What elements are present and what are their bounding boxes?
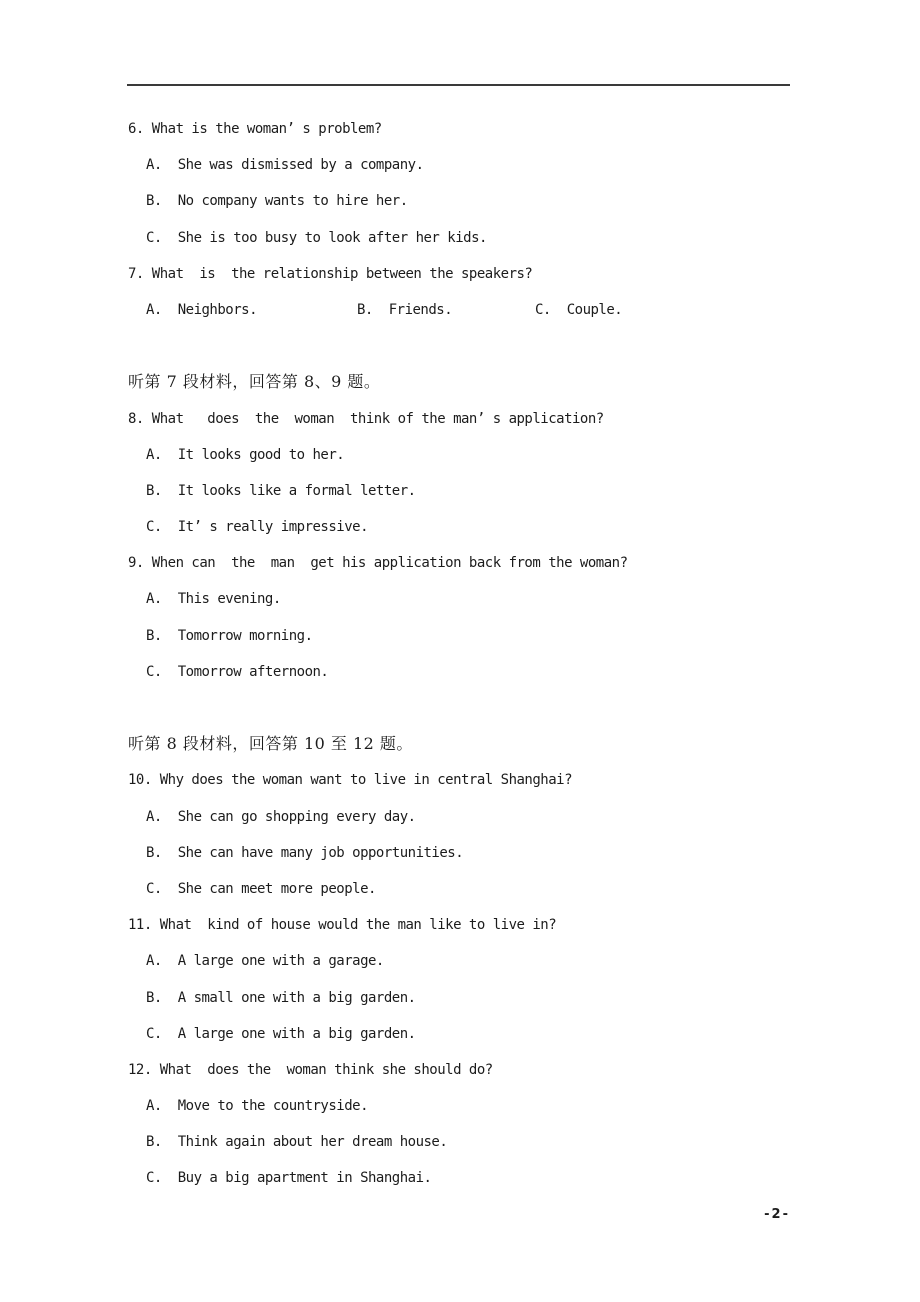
section-heading-dialog-8: 听第 8 段材料，回答第 10 至 12 题。 (128, 734, 413, 754)
question-7-options-row (128, 292, 920, 328)
question-8-option-b: B. It looks like a formal letter. (146, 482, 416, 499)
question-9-option-b: B. Tomorrow morning. (146, 627, 313, 644)
question-6: 6. What is the woman’ s problem? (128, 121, 382, 137)
question-7: 7. What is the relationship between the speakers? (128, 265, 533, 282)
question-7-option-b: B. Friends. (357, 301, 453, 318)
question-12-option-a: A. Move to the countryside. (146, 1098, 369, 1115)
question-6-option-a: A. She was dismissed by a company. (146, 157, 424, 174)
question-10: 10. Why does the woman want to live in central Shanghai? (128, 772, 573, 789)
question-12-option-b: B. Think again about her dream house. (146, 1134, 448, 1151)
question-10-option-b: B. She can have many job opportunities. (146, 844, 464, 861)
question-12-option-c: C. Buy a big apartment in Shanghai. (146, 1170, 432, 1187)
blank-line (128, 690, 920, 726)
question-11-option-a: A. A large one with a garage. (146, 953, 384, 970)
question-6-option-b: B. No company wants to hire her. (146, 193, 408, 210)
question-9-option-c: C. Tomorrow afternoon. (146, 663, 329, 680)
question-7-option-a: A. Neighbors. (146, 301, 258, 318)
blank-line (128, 328, 920, 364)
question-8-option-a: A. It looks good to her. (146, 446, 345, 463)
question-9: 9. When can the man get his application back from the woman? (128, 555, 628, 572)
question-11: 11. What kind of house would the man like to live in? (128, 917, 557, 934)
question-12: 12. What does the woman think she should do? (128, 1061, 493, 1078)
question-10-option-c: C. She can meet more people. (146, 880, 376, 897)
section-heading-dialog-7: 听第 7 段材料，回答第 8、9 题。 (128, 372, 381, 392)
question-11-option-c: C. A large one with a big garden. (146, 1025, 416, 1042)
question-11-option-b: B. A small one with a big garden. (146, 989, 416, 1006)
page-number: -2- (764, 1206, 790, 1222)
question-8: 8. What does the woman think of the man’ s application? (128, 410, 604, 427)
question-8-option-c: C. It’ s really impressive. (146, 519, 369, 536)
question-7-option-c: C. Couple. (535, 301, 623, 318)
question-6-option-c: C. She is too busy to look after her kids. (146, 229, 487, 246)
question-10-option-a: A. She can go shopping every day. (146, 808, 416, 825)
question-9-option-a: A. This evening. (146, 591, 281, 608)
